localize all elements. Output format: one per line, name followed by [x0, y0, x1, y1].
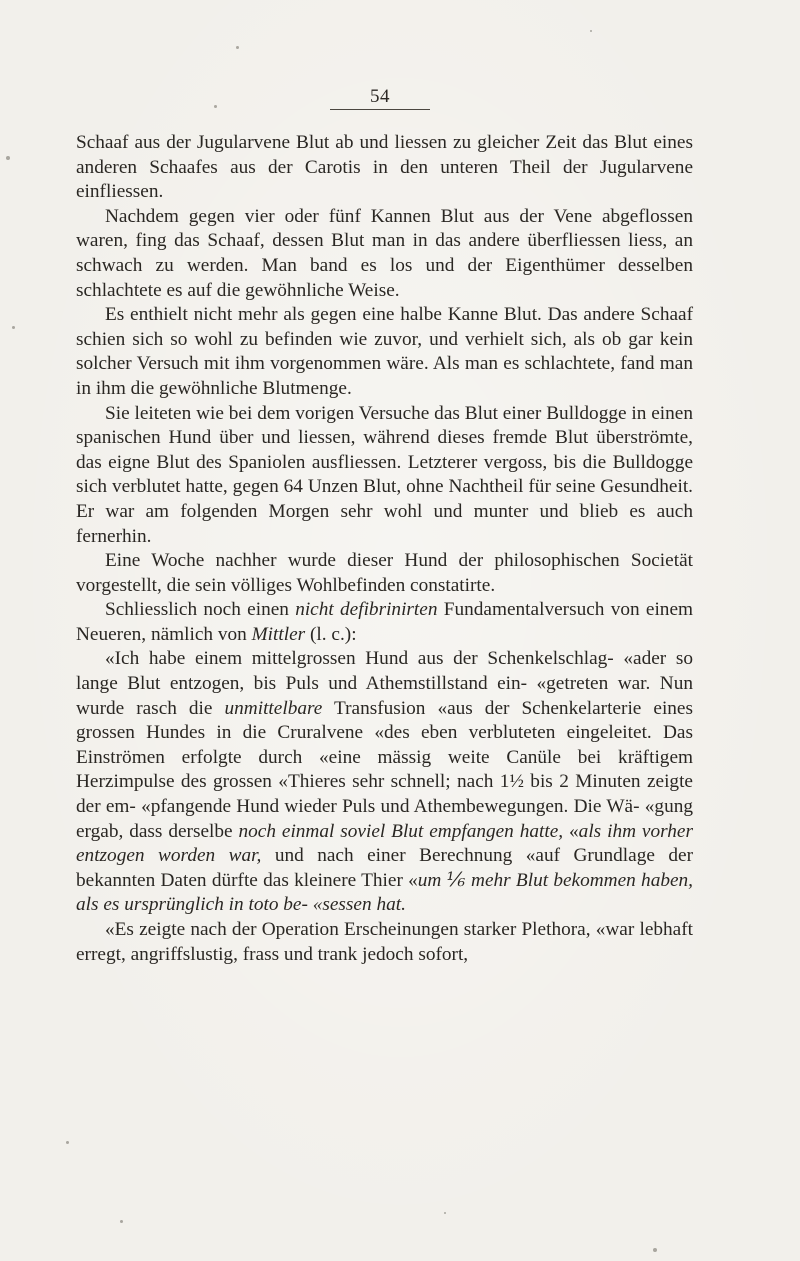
text-run: Schliesslich noch einen	[105, 599, 296, 621]
italic-text: um ⅙ mehr Blut bekommen haben, als es ursprünglich in toto be- «sessen hat.	[76, 869, 693, 916]
paragraph-p1	[76, 131, 693, 205]
scan-speck	[653, 1248, 657, 1252]
paragraph-p2	[76, 205, 693, 303]
italic-text: unmittelbare	[224, 697, 323, 719]
paragraph-p5	[76, 549, 693, 598]
italic-text: Mittler	[251, 623, 306, 645]
text-run: Fundamentalversuch von einem Neueren, nämlich von	[76, 599, 693, 645]
paragraph-p6	[76, 598, 693, 647]
scan-speck	[120, 1220, 123, 1223]
italic-text: nicht defibrinirten	[295, 599, 438, 621]
text-run: «Es zeigte nach der Operation Erscheinungen starker Plethora, «war lebhaft erregt, angriffslustig, frass und trank jedoch sofort,	[76, 919, 693, 965]
text-run: «	[563, 820, 579, 842]
text-run: Nachdem gegen vier oder fünf Kannen Blut aus der Vene abgeflossen waren, fing das Schaaf, dessen Blut man in das andere überfliessen liess, an schwach zu werden. Man band es los und der Eigenthümer desselben schlachtete es auf die gewöhnliche Weise.	[76, 205, 693, 301]
text-run: Sie leiteten wie bei dem vorigen Versuche das Blut einer Bulldogge in einen spanischen Hund über und liessen, während dieses fremde Blut überströmte, das eigne Blut des Spaniolen ausfliessen. Letzterer vergoss, bis die Bulldogge sich verblutet hatte, gegen 64 Unzen Blut, ohne Nachtheil für seine Gesundheit. Er war am folgenden Morgen sehr wohl und munter und blieb es auch fernerhin.	[76, 402, 693, 547]
text-run: (l. c.):	[305, 623, 357, 645]
paragraph-p8	[76, 918, 693, 967]
paragraph-p7	[76, 647, 693, 918]
scan-speck	[214, 105, 217, 108]
text-run: «Ich habe einem mittelgrossen Hund aus der Schenkelschlag- «ader so lange Blut entzogen, bis Puls und Athemstillstand ein- «getreten war. Nun wurde rasch die	[76, 648, 693, 719]
scan-speck	[444, 1212, 446, 1214]
paragraph-p3	[76, 303, 693, 401]
text-run: Schaaf aus der Jugularvene Blut ab und liessen zu gleicher Zeit das Blut eines anderen Schaafes aus der Carotis in den unteren Theil der Jugularvene einfliessen.	[76, 132, 693, 203]
text-run: Es enthielt nicht mehr als gegen eine halbe Kanne Blut. Das andere Schaaf schien sich so wohl zu befinden wie zuvor, und verhielt sich, als ob gar kein solcher Versuch mit ihm vorgenommen wäre. Als man es schlachtete, fand man in ihm die gewöhnliche Blutmenge.	[76, 304, 693, 399]
scan-speck	[590, 30, 592, 32]
italic-text: noch einmal soviel Blut empfangen hatte,	[238, 820, 564, 842]
scan-speck	[236, 46, 239, 49]
text-run: und nach einer Berechnung «auf Grundlage der bekannten Daten dürfte das kleinere Thier «	[76, 845, 693, 891]
paragraph-p4	[76, 402, 693, 550]
body-text	[76, 131, 693, 967]
scan-speck	[66, 1141, 69, 1144]
scan-speck	[6, 156, 10, 160]
italic-text: als ihm vorher entzogen worden war,	[76, 820, 693, 867]
header-rule	[330, 109, 430, 110]
text-run: Eine Woche nachher wurde dieser Hund der philosophischen Societät vorgestellt, die sein völliges Wohlbefinden constatirte.	[76, 550, 693, 596]
text-run: Transfusion «aus der Schenkelarterie eines grossen Hundes in die Cruralvene «des eben verbluteten eingeleitet. Das Einströmen erfolgte durch «eine mässig weite Canüle bei kräftigem Herzimpulse des grossen «Thieres sehr schnell; nach 1½ bis 2 Minuten zeigte der em- «pfangende Hund wieder Puls und Athembewegungen. Die Wä- «gung ergab, dass derselbe	[76, 697, 693, 842]
page-number: 54	[370, 86, 390, 107]
scan-speck	[12, 326, 15, 329]
